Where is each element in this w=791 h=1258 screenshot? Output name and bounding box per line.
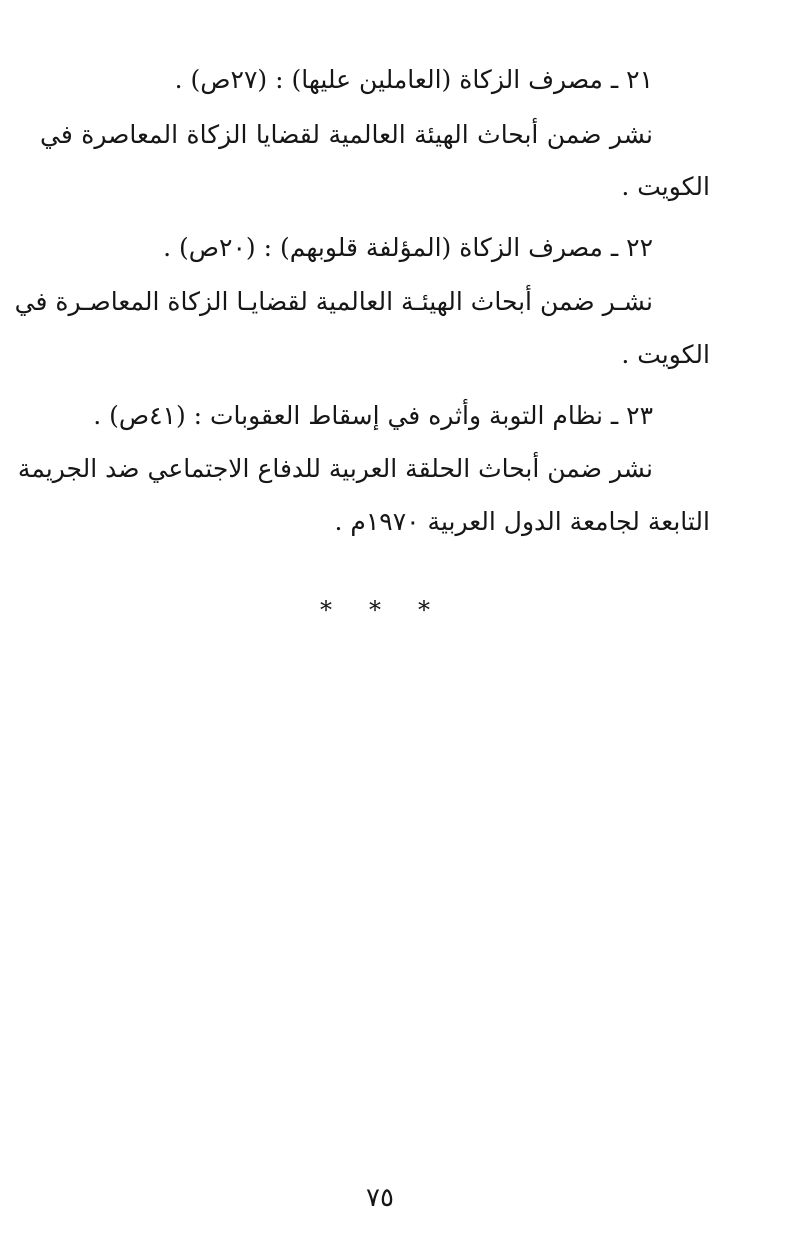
entry-22-title: ٢٢ ـ مصرف الزكاة (المؤلفة قلوبهم) : (٢٠ص) .	[163, 233, 653, 262]
separator-asterisk-middle: *	[369, 596, 381, 624]
entry-21-title: ٢١ ـ مصرف الزكاة (العاملين عليها) : (٢٧ص) .	[174, 65, 653, 94]
entry-23-publication-continuation: التابعة لجامعة الدول العربية ١٩٧٠م .	[334, 507, 710, 536]
section-separator	[316, 596, 434, 624]
page-number: ٧٥	[366, 1183, 394, 1213]
separator-asterisk-right: *	[418, 596, 430, 624]
entry-22-publication-line: نشـر ضمن أبحاث الهيئـة العالمية لقضايـا الزكاة المعاصـرة في	[14, 287, 653, 316]
entry-23-publication-line: نشر ضمن أبحاث الحلقة العربية للدفاع الاجتماعي ضد الجريمة	[17, 454, 653, 483]
entry-21-publication-continuation: الكويت .	[621, 172, 710, 201]
entry-23-title: ٢٣ ـ نظام التوبة وأثره في إسقاط العقوبات : (٤١ص) .	[93, 401, 653, 430]
entry-22-publication-continuation: الكويت .	[621, 340, 710, 369]
separator-asterisk-left: *	[320, 596, 332, 624]
entry-21-publication-line: نشر ضمن أبحاث الهيئة العالمية لقضايا الزكاة المعاصرة في	[40, 120, 653, 149]
